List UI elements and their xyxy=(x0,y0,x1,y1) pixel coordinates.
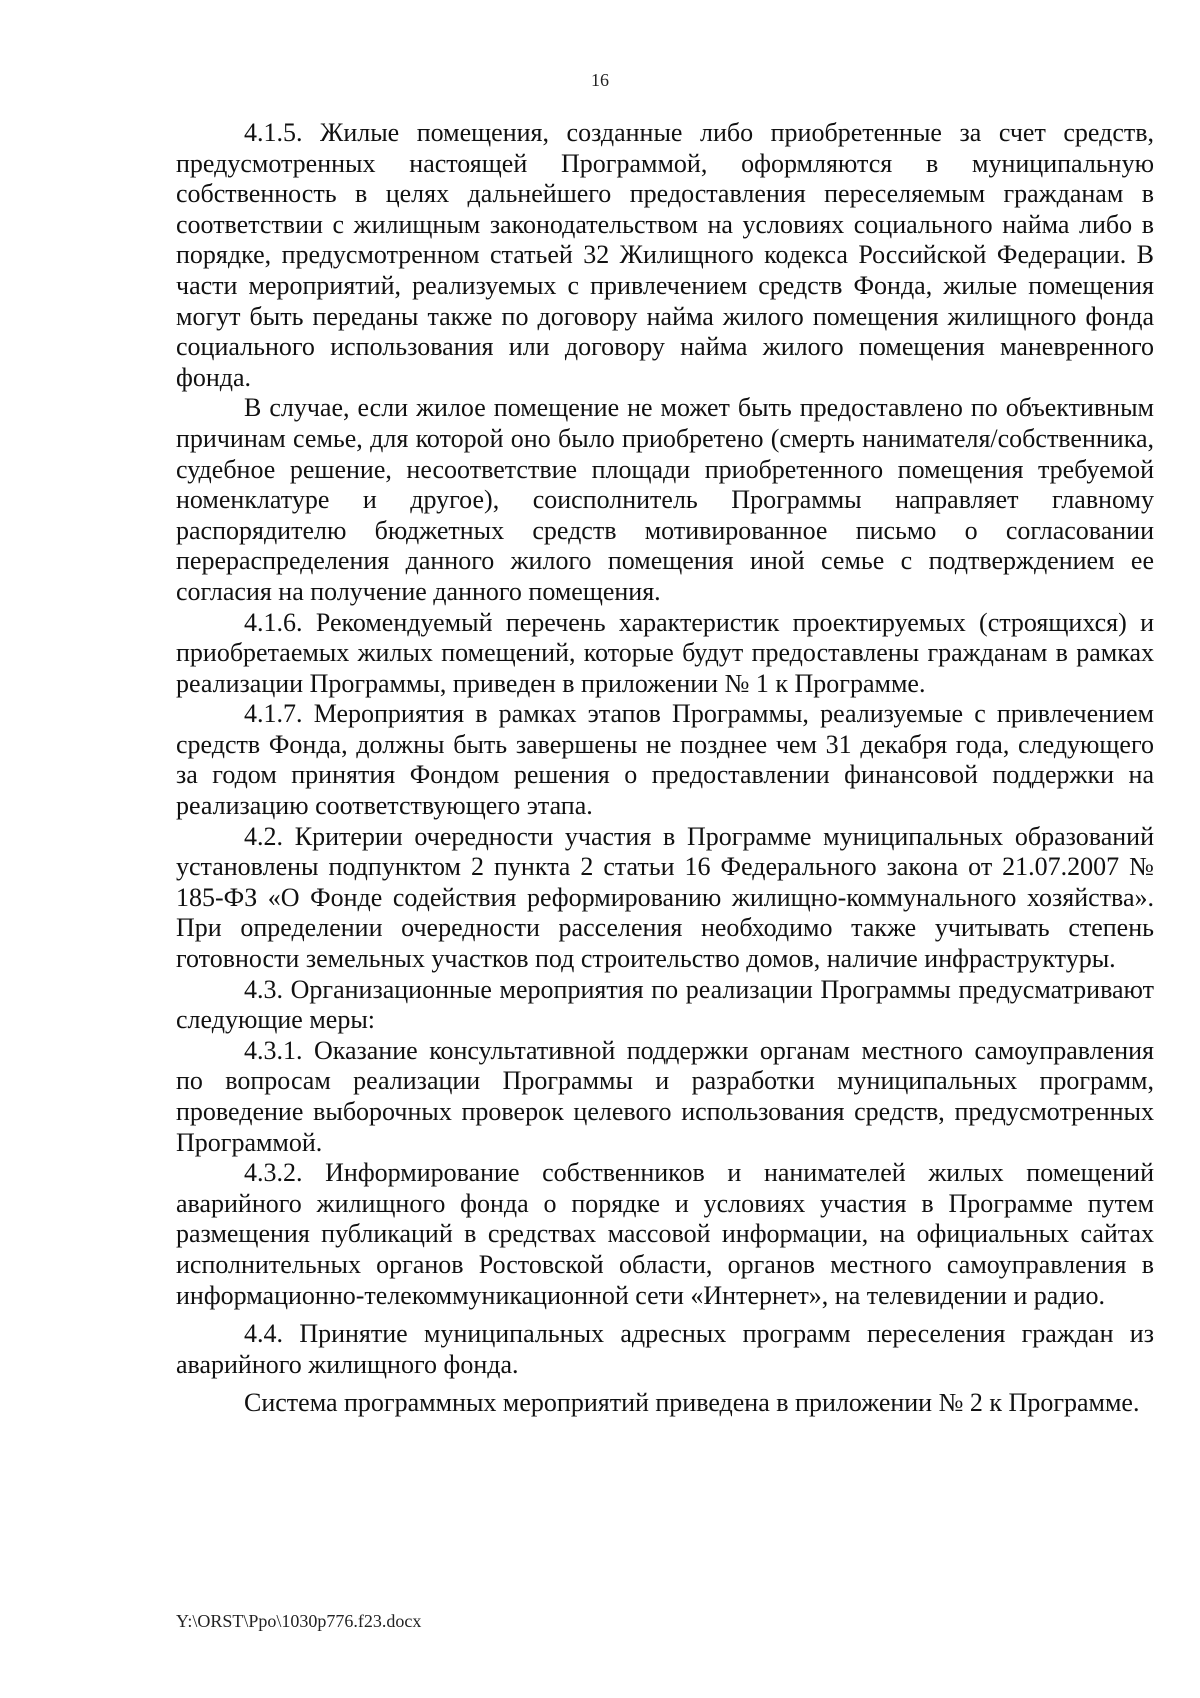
paragraph-system: Система программных мероприятий приведена в приложении № 2 к Программе. xyxy=(244,1388,1140,1418)
paragraph-4-2: 4.2. Критерии очередности участия в Программе муниципальных образований установлены подпунктом 2 пункта 2 статьи 16 Федерального закона от 21.07.2007 № 185-ФЗ «О Фонде содействия реформированию жилищно-коммунального хозяйства». При определении очередности расселения необходимо также учитывать степень готовности земельных участков под строительство домов, наличие инфраструктуры. xyxy=(176,821,1154,974)
paragraph-4-1-7: 4.1.7. Мероприятия в рамках этапов Программы, реализуемые с привлечением средств Фонда, должны быть завершены не позднее чем 31 декабря года, следующего за годом принятия Фондом решения о предоставлении финансовой поддержки на реализацию соответствующего этапа. xyxy=(176,699,1154,821)
paragraph-redistribution: В случае, если жилое помещение не может быть предоставлено по объективным причинам семье, для которой оно было приобретено (смерть нанимателя/собственника, судебное решение, несоответствие площади приобретенного помещения требуемой номенклатуре и другое), соисполнитель Программы направляет главному распорядителю бюджетных средств мотивированное письмо о согласовании перераспределения данного жилого помещения иной семье с подтверждением ее согласия на получение данного помещения. xyxy=(176,393,1154,606)
paragraph-4-3-1: 4.3.1. Оказание консультативной поддержки органам местного самоуправления по вопросам реализации Программы и разработки муниципальных программ, проведение выборочных проверок целевого использования средств, предусмотренных Программой. xyxy=(176,1035,1154,1157)
paragraph-4-4: 4.4. Принятие муниципальных адресных программ переселения граждан из аварийного жилищного фонда. xyxy=(176,1319,1154,1379)
paragraph-4-3: 4.3. Организационные мероприятия по реализации Программы предусматривают следующие меры: xyxy=(176,974,1154,1035)
footer-file-path: Y:\ORST\Ppo\1030p776.f23.docx xyxy=(176,1611,422,1631)
paragraph-4-1-6: 4.1.6. Рекомендуемый перечень характеристик проектируемых (строящихся) и приобретаемых жилых помещений, которые будут предоставлены гражданам в рамках реализации Программы, приведен в приложении № 1 к Программе. xyxy=(176,607,1154,698)
paragraph-4-1-5: 4.1.5. Жилые помещения, созданные либо приобретенные за счет средств, предусмотренных настоящей Программой, оформляются в муниципальную собственность в целях дальнейшего предоставления переселяемым гражданам в соответствии с жилищным законодательством на условиях социального найма либо в порядке, предусмотренном статьей 32 Жилищного кодекса Российской Федерации. В части мероприятий, реализуемых с привлечением средств Фонда, жилые помещения могут быть переданы также по договору найма жилого помещения жилищного фонда социального использования или договору найма жилого помещения маневренного фонда. xyxy=(176,118,1154,392)
document-body xyxy=(176,118,1154,1419)
page-number: 16 xyxy=(591,70,609,90)
paragraph-4-3-2: 4.3.2. Информирование собственников и нанимателей жилых помещений аварийного жилищного фонда о порядке и условиях участия в Программе путем размещения публикаций в средствах массовой информации, на официальных сайтах исполнительных органов Ростовской области, органов местного самоуправления в информационно-телекоммуникационной сети «Интернет», на телевидении и радио. xyxy=(176,1158,1154,1310)
